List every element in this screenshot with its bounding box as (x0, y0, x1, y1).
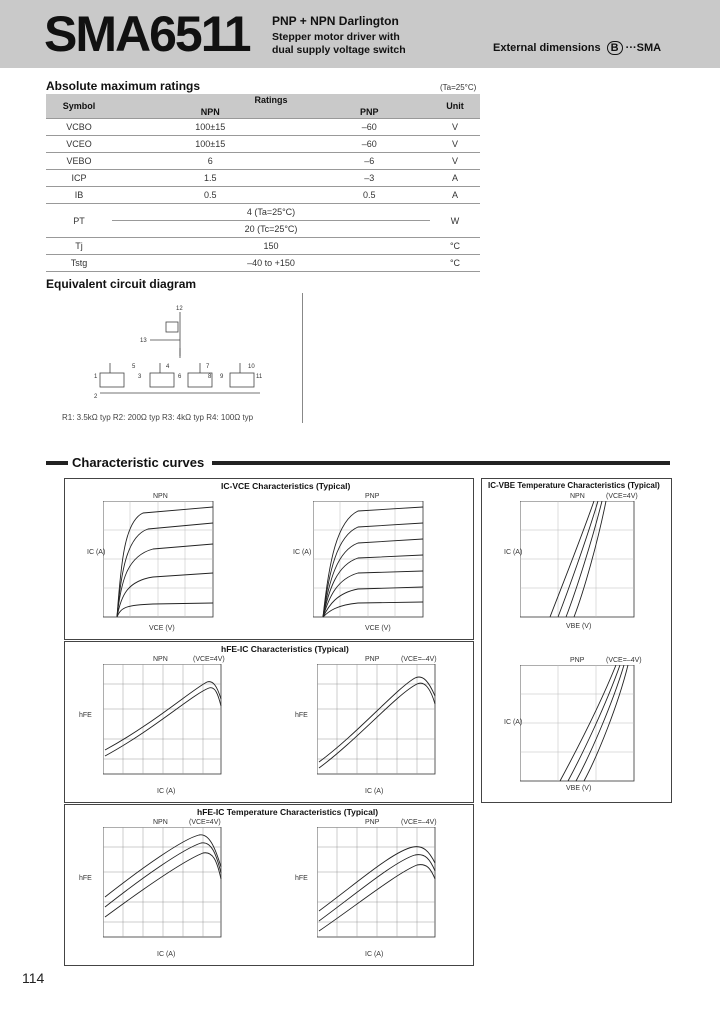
hfe-temp-cond-pnp: (VCE=–4V) (401, 819, 437, 826)
pin-label: 3 (138, 374, 142, 380)
part-number: SMA6511 (44, 6, 250, 62)
ic-vbe-ylabel-pnp: IC (A) (504, 719, 523, 726)
pin-label: 4 (166, 364, 170, 370)
ic-vbe-npn-chart (520, 501, 636, 619)
ic-vbe-cond-pnp: (VCE=–4V) (606, 657, 642, 664)
col-npn: NPN (112, 106, 308, 119)
ic-vbe-pnp: PNP (570, 657, 585, 664)
pin-label: 2 (94, 394, 98, 400)
hfe-ic-ylabel-npn: hFE (79, 712, 92, 719)
ic-vce-npn-chart (103, 501, 215, 619)
hfe-temp-pnp-chart (317, 827, 437, 945)
hfe-temp-npn: NPN (153, 819, 168, 826)
pin-label: 11 (256, 374, 263, 380)
table-row: VCEO 100±15 –60 V (46, 136, 480, 153)
ratings-title: Absolute maximum ratings (46, 79, 201, 93)
hfe-ic-cond-pnp: (VCE=–4V) (401, 656, 437, 663)
ic-vbe-xlabel-npn: VBE (V) (566, 623, 592, 630)
ext-dim-prefix: External dimensions (493, 42, 601, 54)
ic-vce-box (64, 478, 474, 640)
table-row: VEBO 6 –6 V (46, 153, 480, 170)
ic-vbe-box (481, 478, 672, 803)
table-row: 20 (Tc=25°C) (46, 221, 480, 238)
divider (302, 293, 303, 423)
ic-vce-pnp-chart (313, 501, 425, 619)
hfe-temp-xlabel-pnp: IC (A) (365, 951, 384, 958)
col-symbol: Symbol (46, 94, 112, 119)
ratings-table (46, 94, 480, 272)
hfe-temp-box (64, 804, 474, 966)
ic-vce-npn: NPN (153, 493, 168, 500)
resistor-values: R1: 3.5kΩ typ R2: 200Ω typ R3: 4kΩ typ R4: 100Ω typ (62, 413, 254, 422)
col-unit: Unit (430, 94, 480, 119)
curves-title: Characteristic curves (72, 455, 205, 470)
hfe-ic-pnp-chart (317, 664, 437, 782)
pin-label: 5 (132, 364, 136, 370)
pin-label: 10 (248, 364, 255, 370)
ic-vbe-pnp-chart (520, 665, 636, 783)
table-row: PT 4 (Ta=25°C) W (46, 204, 480, 221)
table-row: IB 0.5 0.5 A (46, 187, 480, 204)
ic-vbe-npn: NPN (570, 493, 585, 500)
hfe-ic-title: hFE-IC Characteristics (Typical) (221, 644, 349, 654)
description-line-2: dual supply voltage switch (272, 44, 406, 56)
ext-dim-mark: B (607, 41, 623, 55)
pin-label: 8 (208, 374, 212, 380)
ic-vce-pnp: PNP (365, 493, 380, 500)
ic-vce-title: IC-VCE Characteristics (Typical) (221, 481, 351, 491)
hfe-ic-npn-chart (103, 664, 223, 782)
pin-label: 9 (220, 374, 224, 380)
heading-bar-left (46, 461, 68, 465)
ic-vce-xlabel-npn: VCE (V) (149, 625, 175, 632)
table-row: Tj 150 °C (46, 238, 480, 255)
circuit-title: Equivalent circuit diagram (46, 277, 197, 291)
page-number: 114 (22, 970, 45, 986)
ic-vbe-xlabel-pnp: VBE (V) (566, 785, 592, 792)
ic-vce-xlabel-pnp: VCE (V) (365, 625, 391, 632)
hfe-temp-xlabel-npn: IC (A) (157, 951, 176, 958)
hfe-ic-xlabel-pnp: IC (A) (365, 788, 384, 795)
table-row: VCBO 100±15 –60 V (46, 119, 480, 136)
header-band (0, 0, 720, 68)
hfe-temp-title: hFE-IC Temperature Characteristics (Typical) (197, 807, 379, 817)
hfe-ic-pnp: PNP (365, 656, 380, 663)
ratings-condition: (Ta=25°C) (440, 83, 477, 92)
hfe-ic-cond-npn: (VCE=4V) (193, 656, 225, 663)
hfe-temp-cond-npn: (VCE=4V) (189, 819, 221, 826)
hfe-temp-ylabel-npn: hFE (79, 875, 92, 882)
ic-vbe-title: IC-VBE Temperature Characteristics (Typical) (488, 481, 660, 490)
pin-label: 7 (206, 364, 210, 370)
pin-label: 12 (176, 306, 183, 312)
ic-vbe-cond-npn: (VCE=4V) (606, 493, 638, 500)
hfe-ic-npn: NPN (153, 656, 168, 663)
heading-bar-right (212, 461, 670, 465)
hfe-ic-ylabel-pnp: hFE (295, 712, 308, 719)
pin-label: 13 (140, 338, 147, 344)
col-pnp: PNP (308, 106, 430, 119)
hfe-temp-npn-chart (103, 827, 223, 945)
ic-vbe-ylabel-npn: IC (A) (504, 549, 523, 556)
table-row: ICP 1.5 –3 A (46, 170, 480, 187)
ic-vce-ylabel-npn: IC (A) (87, 549, 106, 556)
hfe-ic-xlabel-npn: IC (A) (157, 788, 176, 795)
description-line-1: Stepper motor driver with (272, 31, 400, 43)
hfe-ic-box (64, 641, 474, 803)
device-type: PNP + NPN Darlington (272, 14, 399, 28)
table-row: Tstg –40 to +150 °C (46, 255, 480, 272)
pin-label: 6 (178, 374, 182, 380)
external-dimensions (493, 42, 661, 54)
pin-label: 1 (94, 374, 98, 380)
hfe-temp-pnp: PNP (365, 819, 380, 826)
ext-dim-suffix: ···SMA (625, 42, 662, 54)
circuit-diagram (80, 298, 300, 408)
col-ratings: Ratings (112, 94, 430, 106)
ic-vce-ylabel-pnp: IC (A) (293, 549, 312, 556)
hfe-temp-ylabel-pnp: hFE (295, 875, 308, 882)
